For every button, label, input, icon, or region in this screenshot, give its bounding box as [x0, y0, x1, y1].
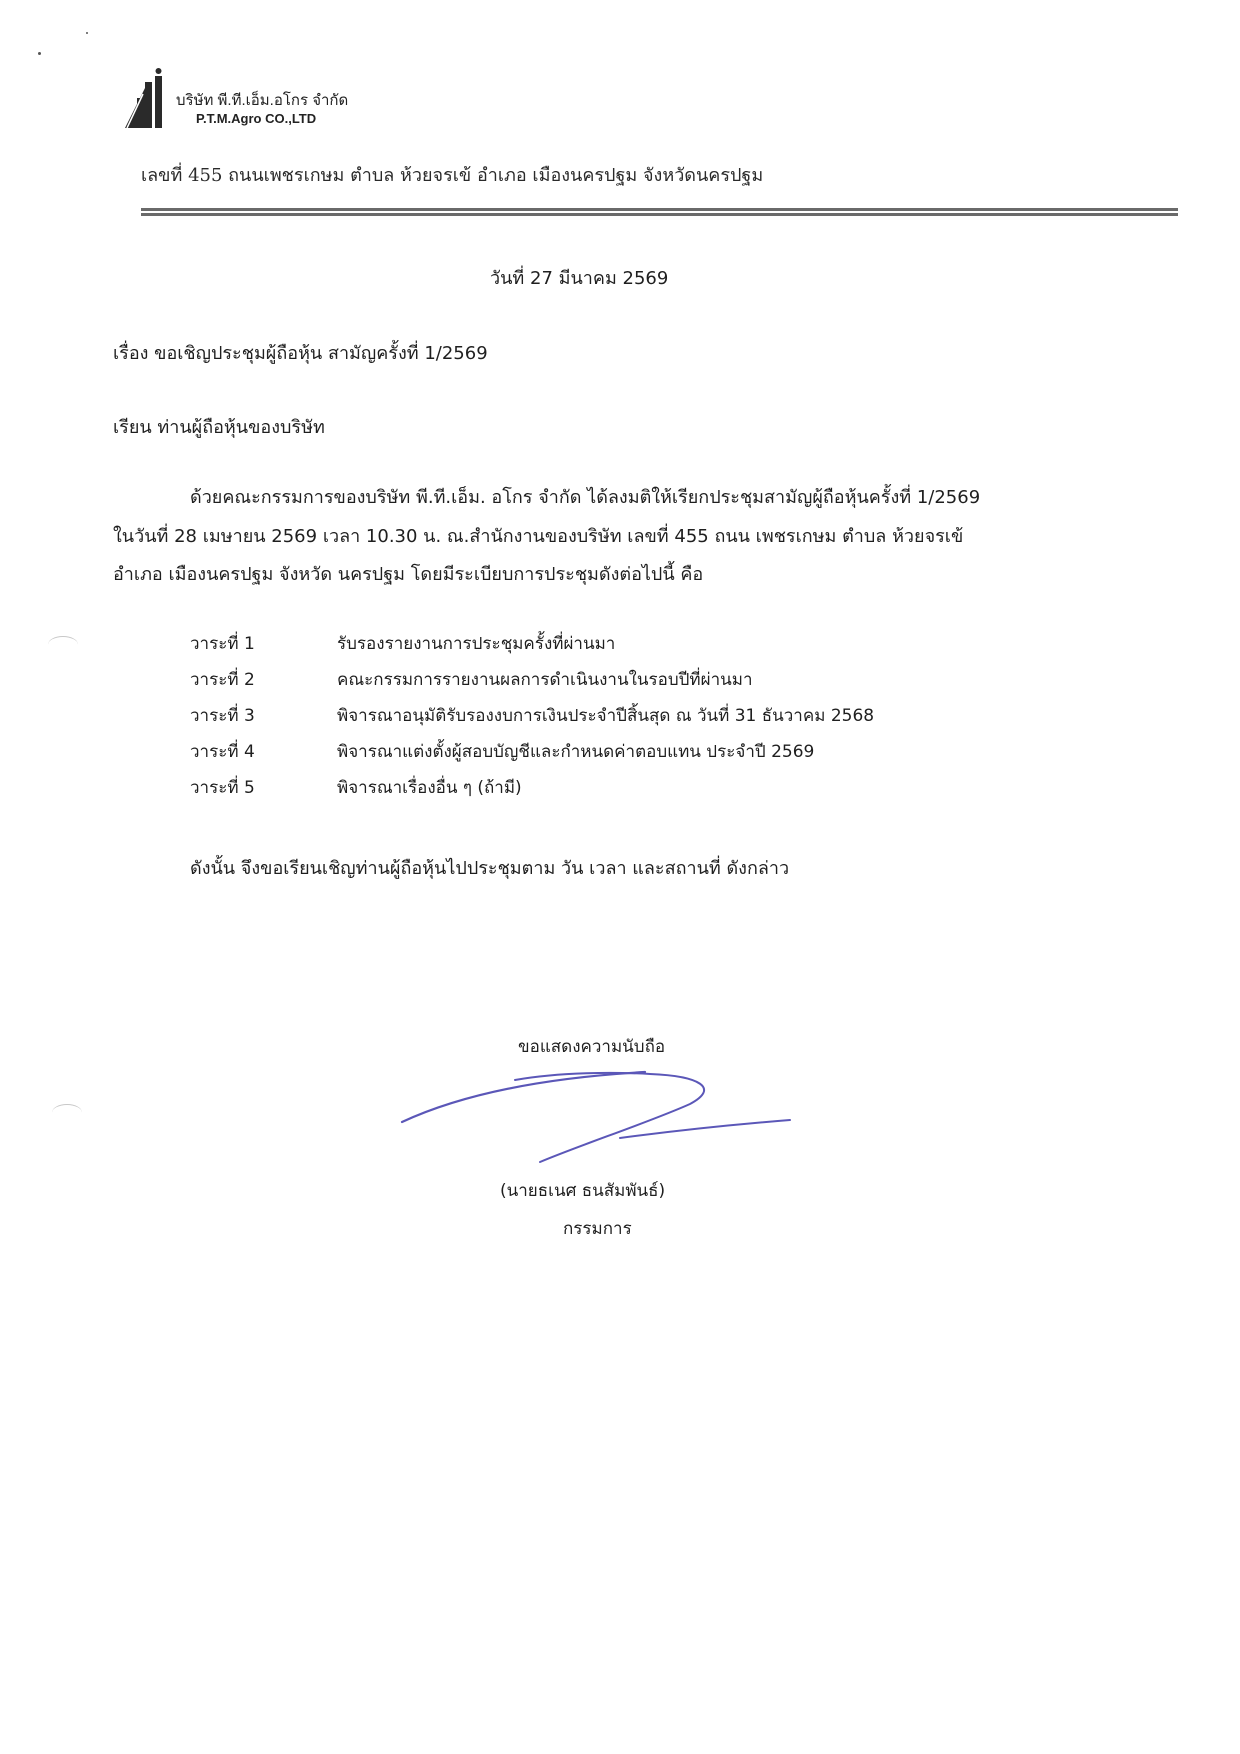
- scan-dot: [38, 52, 41, 55]
- body-line: อำเภอ เมืองนครปฐม จังหวัด นครปฐม โดยมีระเบียบการประชุมดังต่อไปนี้ คือ: [113, 564, 704, 585]
- header-rule: [141, 208, 1178, 211]
- agenda-text: คณะกรรมการรายงานผลการดำเนินงานในรอบปีที่ผ่านมา: [337, 670, 753, 690]
- agenda-number: วาระที่ 2: [190, 670, 255, 690]
- header-rule: [141, 213, 1178, 216]
- letter-subject: เรื่อง ขอเชิญประชุมผู้ถือหุ้น สามัญครั้งที่ 1/2569: [113, 343, 488, 364]
- punch-hole-mark: [52, 1104, 82, 1121]
- company-name-english: P.T.M.Agro CO.,LTD: [196, 111, 317, 126]
- agenda-text: รับรองรายงานการประชุมครั้งที่ผ่านมา: [337, 634, 616, 654]
- company-name-thai: บริษัท พี.ที.เอ็ม.อโกร จำกัด: [176, 92, 349, 109]
- punch-hole-mark: [48, 636, 78, 653]
- body-line: ด้วยคณะกรรมการของบริษัท พี.ที.เอ็ม. อโกร จำกัด ได้ลงมติให้เรียกประชุมสามัญผู้ถือหุ้นครั้งที่ 1/2569: [190, 487, 981, 508]
- letter-recipient: เรียน ท่านผู้ถือหุ้นของบริษัท: [113, 417, 325, 438]
- agenda-number: วาระที่ 1: [190, 634, 255, 654]
- company-logo-icon: [123, 68, 173, 134]
- agenda-text: พิจารณาอนุมัติรับรองงบการเงินประจำปีสิ้นสุด ณ วันที่ 31 ธันวาคม 2568: [337, 706, 875, 726]
- regards-text: ขอแสดงความนับถือ: [518, 1037, 666, 1057]
- signer-position: กรรมการ: [563, 1219, 632, 1239]
- signer-name: (นายธเนศ ธนสัมพันธ์): [500, 1181, 666, 1201]
- closing-line: ดังนั้น จึงขอเรียนเชิญท่านผู้ถือหุ้นไปประชุมตาม วัน เวลา และสถานที่ ดังกล่าว: [190, 858, 790, 879]
- company-address: เลขที่ 455 ถนนเพชรเกษม ตำบล ห้วยจรเข้ อำเภอ เมืองนครปฐม จังหวัดนครปฐม: [141, 165, 764, 186]
- agenda-text: พิจารณาแต่งตั้งผู้สอบบัญชีและกำหนดค่าตอบแทน ประจำปี 2569: [337, 742, 815, 762]
- agenda-text: พิจารณาเรื่องอื่น ๆ (ถ้ามี): [337, 778, 522, 798]
- body-line: ในวันที่ 28 เมษายน 2569 เวลา 10.30 น. ณ.สำนักงานของบริษัท เลขที่ 455 ถนน เพชรเกษม ตำบล ห้วยจรเข้: [113, 526, 964, 547]
- agenda-number: วาระที่ 5: [190, 778, 255, 798]
- letter-date: วันที่ 27 มีนาคม 2569: [490, 268, 669, 289]
- agenda-number: วาระที่ 3: [190, 706, 255, 726]
- agenda-number: วาระที่ 4: [190, 742, 255, 762]
- handwritten-signature: [390, 1050, 800, 1180]
- scan-dot: [86, 32, 88, 34]
